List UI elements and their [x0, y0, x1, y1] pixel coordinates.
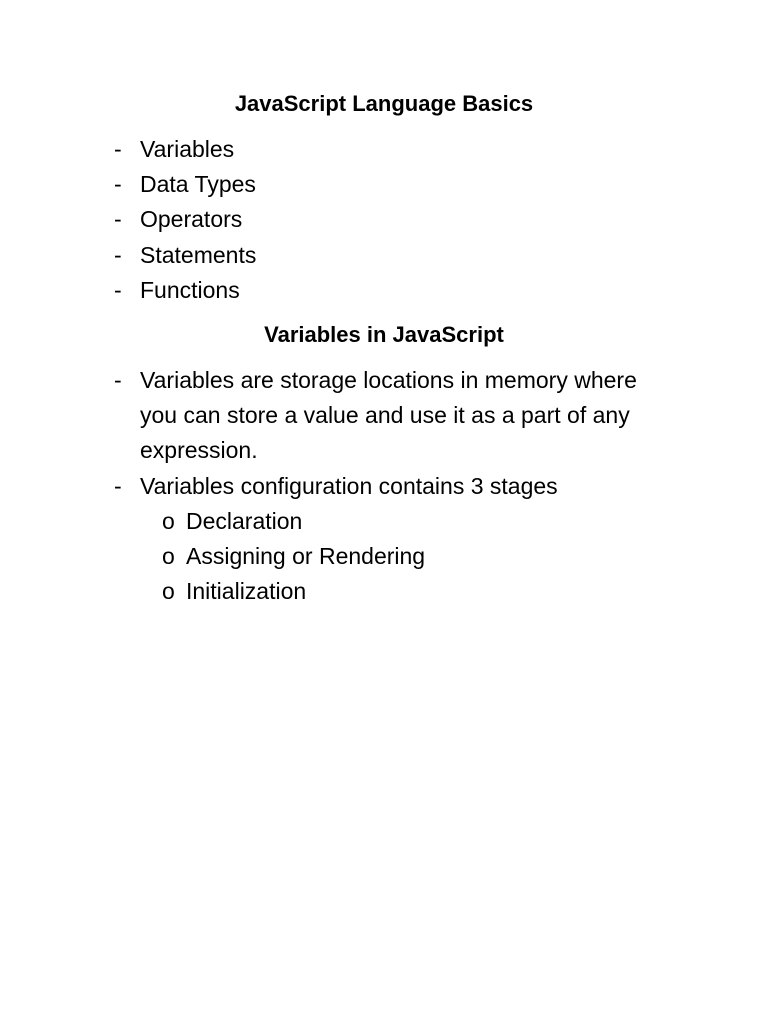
list-item: [114, 469, 674, 610]
circle-bullet: o: [162, 543, 175, 570]
list-item-text: Data Types: [140, 171, 256, 198]
section-title-basics: JavaScript Language Basics: [234, 91, 534, 116]
dash-bullet: -: [114, 171, 122, 198]
dash-bullet: -: [114, 472, 122, 499]
circle-bullet: o: [162, 507, 175, 534]
list-item-text: Variables are storage locations in memory where you can store a value and use it as a part of any expression.: [140, 367, 637, 464]
circle-bullet: o: [162, 578, 175, 605]
list-item-text: Variables: [140, 136, 235, 162]
sub-list-item: [162, 574, 674, 609]
dash-bullet: -: [114, 241, 122, 268]
dash-bullet: -: [114, 367, 122, 393]
basics-list: [114, 132, 674, 308]
list-item: [114, 202, 674, 237]
list-item: [114, 167, 674, 202]
section-title-variables: Variables in JavaScript: [264, 322, 504, 347]
list-item-text: Variables configuration contains 3 stages: [140, 472, 558, 499]
sub-list-item: [162, 539, 674, 574]
list-item-text: Functions: [140, 276, 240, 303]
sub-list-item: [162, 504, 674, 539]
sub-list-item-text: Assigning or Rendering: [186, 543, 426, 570]
stages-list: [140, 504, 674, 610]
list-item-text: Operators: [140, 206, 243, 233]
variables-list: [114, 363, 674, 609]
list-item: [114, 132, 674, 167]
dash-bullet: -: [114, 136, 122, 162]
sub-list-item-text: Initialization: [186, 578, 307, 605]
list-item: [114, 238, 674, 273]
dash-bullet: -: [114, 206, 122, 233]
dash-bullet: -: [114, 276, 122, 303]
list-item: [114, 273, 674, 308]
sub-list-item-text: Declaration: [186, 507, 303, 534]
list-item: [114, 363, 674, 469]
list-item-text: Statements: [140, 241, 257, 268]
